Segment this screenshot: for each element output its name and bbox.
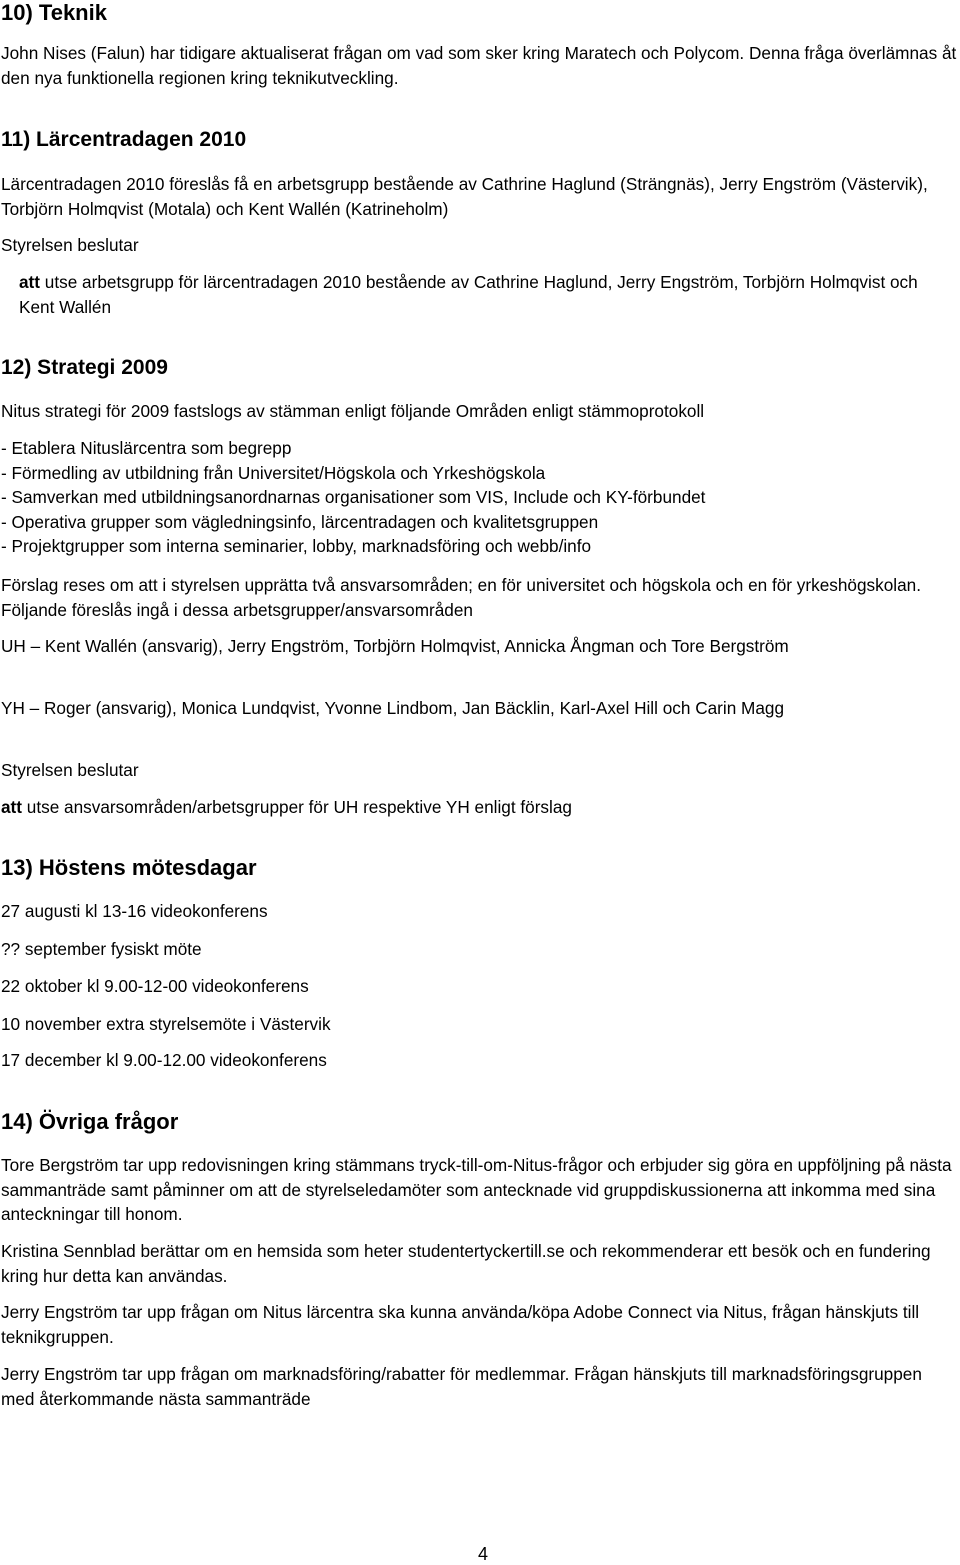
section-14-paragraph: Kristina Sennblad berättar om en hemsida som heter studentertyckertill.se och rekommenderar ett besök och en fundering kring hur detta kan användas. [1,1241,931,1286]
section-14-paragraph: Jerry Engström tar upp frågan om Nitus lärcentra ska kunna använda/köpa Adobe Connect via Nitus, frågan hänskjuts till teknikgruppen. [1,1302,920,1347]
list-item: - Operativa grupper som vägledningsinfo, lärcentradagen och kvalitetsgruppen [1,511,599,532]
list-item: - Etablera Nituslärcentra som begrepp [1,438,292,458]
section-10-paragraph: John Nises (Falun) har tidigare aktualiserat frågan om vad som sker kring Maratech och Polycom. Denna fråga överlämnas åt den nya funktionella regionen kring teknikutveckling. [1,43,957,88]
section-14-paragraph: Tore Bergström tar upp redovisningen kring stämmans tryck-till-om-Nitus-frågor och erbjuder sig göra en uppföljning på nästa sammanträde samt påminner om att de styrelseledamöter som antecknade vid gruppdiskussionerna att inkomma med sina anteckningar till honom. [1,1155,952,1224]
section-13-heading: 13) Höstens mötesdagar [1,855,257,880]
section-12-decision-text: utse ansvarsområden/arbetsgrupper för UH respektive YH enligt förslag [22,797,572,817]
section-12-intro: Nitus strategi för 2009 fastslogs av stämman enligt följande Områden enligt stämmoprotokoll [1,401,705,421]
section-14-paragraph: Jerry Engström tar upp frågan om marknadsföring/rabatter för medlemmar. Frågan hänskjuts till marknadsföringsgruppen med återkommande nästa sammanträde [1,1364,922,1409]
section-12-decision [1,795,572,820]
att-keyword: att [19,272,41,292]
page-number: 4 [478,1544,489,1564]
list-item: - Projektgrupper som interna seminarier, lobby, marknadsföring och webb/info [1,536,592,556]
section-14-heading: 14) Övriga frågor [1,1109,179,1134]
list-item: - Samverkan med utbildningsanordnarnas organisationer som VIS, Include och KY-förbundet [1,487,706,507]
section-11-decision [19,270,949,319]
section-12-uh: UH – Kent Wallén (ansvarig), Jerry Engström, Torbjörn Holmqvist, Annicka Ångman och Tore Bergström [1,636,789,656]
section-12-yh: YH – Roger (ansvarig), Monica Lundqvist, Yvonne Lindbom, Jan Bäcklin, Karl-Axel Hill och Carin Magg [1,698,785,718]
meeting-date: 10 november extra styrelsemöte i Västervik [1,1014,331,1034]
meeting-date: 27 augusti kl 13-16 videokonferens [1,901,268,921]
meeting-date: 22 oktober kl 9.00-12-00 videokonferens [1,976,309,996]
meeting-date: 17 december kl 9.00-12.00 videokonferens [1,1050,327,1070]
section-11-decision-label: Styrelsen beslutar [1,235,139,255]
section-11-heading: 11) Lärcentradagen 2010 [1,128,247,151]
meeting-date: ?? september fysiskt möte [1,939,202,959]
section-12-proposal: Förslag reses om att i styrelsen upprätta två ansvarsområden; en för universitet och högskola och en för yrkeshögskolan. Följande föreslås ingå i dessa arbetsgrupper/ansvarsområden [1,575,921,620]
section-12-heading: 12) Strategi 2009 [1,356,168,379]
section-10-heading: 10) Teknik [1,0,107,25]
att-keyword: att [1,797,23,817]
section-11-paragraph: Lärcentradagen 2010 föreslås få en arbetsgrupp bestående av Cathrine Haglund (Strängnäs), Jerry Engström (Västervik), Torbjörn Holmqvist (Motala) och Kent Wallén (Katrineholm) [1,174,928,219]
section-11-decision-text: utse arbetsgrupp för lärcentradagen 2010 bestående av Cathrine Haglund, Jerry Engström, Torbjörn Holmqvist och Kent Wallén [19,272,918,317]
list-item: - Förmedling av utbildning från Universitet/Högskola och Yrkeshögskola [1,462,546,483]
strategy-list [1,436,705,559]
section-12-decision-label: Styrelsen beslutar [1,760,139,780]
